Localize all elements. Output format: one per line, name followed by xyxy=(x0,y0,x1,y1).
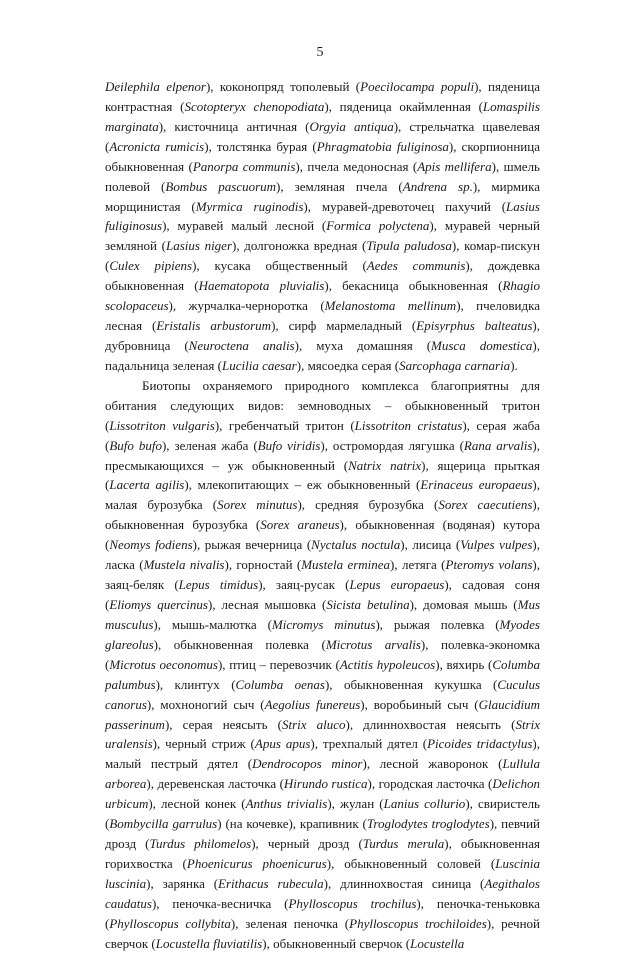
species-latin-name: Sicista betulina xyxy=(326,596,410,612)
species-latin-name: Picoides tridactylus xyxy=(427,736,533,752)
text-run: ), горностай ( xyxy=(224,557,302,573)
paragraph xyxy=(105,376,540,954)
text-run: ), заяц-русак ( xyxy=(258,577,350,593)
text-run: ), обыкновенная кукушка ( xyxy=(324,676,498,692)
text-run: ), стрельчатка щавелевая ( xyxy=(105,118,540,154)
species-latin-name: Lissotriton cristatus xyxy=(354,417,463,433)
text-run: ), пеночка-весничка ( xyxy=(151,895,289,911)
text-run: ), пяденица контрастная ( xyxy=(105,79,540,114)
text-run: ), ласка ( xyxy=(105,537,540,573)
species-latin-name: Cuculus canorus xyxy=(105,676,541,712)
species-latin-name: Lanius collurio xyxy=(383,796,466,812)
text-run: ), обыкновенный сверчок ( xyxy=(262,935,411,951)
species-latin-name: Bombus pascuorum xyxy=(165,178,277,194)
species-latin-name: Phragmatobia fuliginosa xyxy=(316,138,449,154)
text-run: ), лесная мышовка ( xyxy=(207,596,327,612)
species-latin-name: Orgyia antiqua xyxy=(309,118,394,134)
species-latin-name: Locustella fluviatilis xyxy=(155,935,263,951)
species-latin-name: Vulpes vulpes xyxy=(460,537,533,553)
species-latin-name: Nyctalus noctula xyxy=(311,537,401,553)
text-run: ), кусака общественный ( xyxy=(192,258,367,274)
species-latin-name: Bufo bufo xyxy=(109,437,162,453)
text-run: ), долгоножка вредная ( xyxy=(232,238,367,254)
species-latin-name: Lepus europaeus xyxy=(349,577,445,593)
text-run: ), дубровница ( xyxy=(105,318,540,353)
text-run: ), воробьиный сыч ( xyxy=(360,696,479,712)
text-run: ), трехпалый дятел ( xyxy=(310,736,428,752)
text-run: ), остромордая лягушка ( xyxy=(320,437,464,453)
paragraph xyxy=(105,77,540,376)
species-latin-name: Locustella xyxy=(410,935,465,951)
text-run: ), лесной жаворонок ( xyxy=(362,756,503,772)
species-latin-name: Sorex araneus xyxy=(260,517,340,533)
text-run: ), длиннохвостая синица ( xyxy=(323,875,485,891)
species-latin-name: Phylloscopus trochilus xyxy=(288,895,417,911)
species-latin-name: Eristalis arbustorum xyxy=(156,318,272,334)
species-latin-name: Luscinia luscinia xyxy=(105,855,541,891)
species-latin-name: Glaucidium passerinum xyxy=(105,696,541,732)
text-run: ), серая неясыть ( xyxy=(164,716,282,732)
text-run: Биотопы охраняемого природного комплекса благоприятны для обитания следующих видов: земноводных – обыкновенный тритон ( xyxy=(105,377,540,433)
species-latin-name: Myodes glareolus xyxy=(105,616,540,652)
body-text xyxy=(105,77,540,954)
text-run: ), лисица ( xyxy=(400,537,461,553)
species-latin-name: Lepus timidus xyxy=(178,577,259,593)
text-run: ), муравей малый лесной ( xyxy=(162,218,327,234)
species-latin-name: Neomys fodiens xyxy=(109,537,193,553)
text-run: ), падальница зеленая ( xyxy=(105,337,541,373)
text-run: ), гребенчатый тритон ( xyxy=(214,417,355,433)
text-run: ), клинтух ( xyxy=(155,676,236,692)
text-run: ). xyxy=(510,357,518,373)
species-latin-name: Panorpa communis xyxy=(192,158,296,174)
text-run: ), летяга ( xyxy=(390,557,446,573)
text-run: ), городская ласточка ( xyxy=(367,776,493,792)
text-run: ), жулан ( xyxy=(327,796,384,812)
text-run: ), речной сверчок ( xyxy=(105,915,540,951)
species-latin-name: Columba palumbus xyxy=(105,656,540,692)
species-latin-name: Turdus merula xyxy=(362,836,445,852)
species-latin-name: Myrmica ruginodis xyxy=(195,198,304,214)
species-latin-name: Poecilocampa populi xyxy=(360,79,475,94)
species-latin-name: Episyrphus balteatus xyxy=(416,318,533,334)
species-latin-name: Columba oenas xyxy=(235,676,325,692)
species-latin-name: Mustela nivalis xyxy=(143,557,225,573)
text-run: ), лесной конек ( xyxy=(148,796,246,812)
text-run: ), мирмика морщинистая ( xyxy=(105,178,540,214)
species-latin-name: Culex pipiens xyxy=(109,258,193,274)
text-run: ), млекопитающих – еж обыкновенный ( xyxy=(184,477,421,493)
species-latin-name: Pteromys volans xyxy=(445,557,533,573)
species-latin-name: Aegolius funereus xyxy=(264,696,361,712)
text-run: ), бекасница обыкновенная ( xyxy=(324,278,503,294)
species-latin-name: Sorex caecutiens xyxy=(438,497,533,513)
species-latin-name: Musca domestica xyxy=(431,337,533,353)
species-latin-name: Aegithalos caudatus xyxy=(105,875,540,911)
text-run: ), мясоедка серая ( xyxy=(296,357,400,373)
text-run: ), скорпионница обыкновенная ( xyxy=(105,138,540,174)
text-run: ), домовая мышь ( xyxy=(409,596,518,612)
text-run: ), обыкновенная бурозубка ( xyxy=(105,497,541,533)
species-latin-name: Neuroctena analis xyxy=(188,337,295,353)
text-run: ), обыкновенная горихвостка ( xyxy=(105,836,540,871)
species-latin-name: Rana arvalis xyxy=(463,437,533,453)
species-latin-name: Lucilia caesar xyxy=(221,357,297,373)
text-run: ), рыжая вечерница ( xyxy=(192,537,312,553)
text-run: ), ящерица прыткая ( xyxy=(105,457,540,493)
species-latin-name: Hirundo rustica xyxy=(283,776,368,792)
text-run: ), черный стриж ( xyxy=(152,736,255,752)
text-run: ), длиннохвостая неясыть ( xyxy=(345,716,516,732)
text-run: ), шмель полевой ( xyxy=(105,158,540,194)
species-latin-name: Tipula paludosa xyxy=(366,238,452,254)
text-run: ), дождевка обыкновенная ( xyxy=(105,258,540,294)
species-latin-name: Andrena sp. xyxy=(402,178,473,194)
text-run: ), обыкновенный соловей ( xyxy=(326,855,496,871)
species-latin-name: Micromys minutus xyxy=(271,616,376,632)
text-run: ), заяц-беляк ( xyxy=(105,557,540,593)
species-latin-name: Dendrocopos minor xyxy=(252,756,363,772)
text-run: ), черный дрозд ( xyxy=(251,836,363,852)
species-latin-name: Strix aluco xyxy=(281,716,346,732)
species-latin-name: Aedes communis xyxy=(366,258,466,274)
text-run: ), птиц – перевозчик ( xyxy=(217,656,340,672)
text-run: ), пеночка-теньковка ( xyxy=(105,895,540,931)
species-latin-name: Phylloscopus collybita xyxy=(109,915,231,931)
text-run: ), зеленая пеночка ( xyxy=(230,915,350,931)
text-run: ), полевка-экономка ( xyxy=(105,636,540,672)
text-run: ), малая бурозубка ( xyxy=(105,477,541,513)
species-latin-name: Phoenicurus phoenicurus xyxy=(186,855,327,871)
text-run: ), кисточница античная ( xyxy=(158,118,310,134)
species-latin-name: Bufo viridis xyxy=(257,437,321,453)
species-latin-name: Apis mellifera xyxy=(417,158,492,174)
species-latin-name: Delichon urbicum xyxy=(105,776,540,812)
species-latin-name: Rhagio scolopaceus xyxy=(105,278,540,314)
page-number: 5 xyxy=(316,45,324,60)
text-run: ), свиристель ( xyxy=(105,796,540,832)
text-run: ), рыжая полевка ( xyxy=(375,616,500,632)
text-run: ), садовая соня ( xyxy=(105,577,540,612)
text-run: ), обыкновенная полевка ( xyxy=(153,636,326,652)
species-latin-name: Apus apus xyxy=(254,736,311,752)
species-latin-name: Haematopota pluvialis xyxy=(198,278,325,294)
text-run: ), земляная пчела ( xyxy=(276,178,403,194)
text-run: ), обыкновенная (водяная) кутора ( xyxy=(105,517,540,553)
species-latin-name: Scotopteryx chenopodiata xyxy=(184,98,325,114)
text-run: ), муравей черный земляной ( xyxy=(105,218,540,254)
species-latin-name: Troglodytes troglodytes xyxy=(366,816,490,832)
species-latin-name: Erinaceus europaeus xyxy=(420,477,533,493)
species-latin-name: Lasius niger xyxy=(165,238,233,254)
text-run: ), пяденица окаймленная ( xyxy=(324,98,483,114)
species-latin-name: Acronicta rumicis xyxy=(109,138,205,154)
text-run: ), пчеловидка лесная ( xyxy=(105,298,540,334)
species-latin-name: Erithacus rubecula xyxy=(218,875,324,891)
text-run: ), певчий дрозд ( xyxy=(105,816,540,852)
text-run: ), толстянка бурая ( xyxy=(204,138,317,154)
text-run: ), пчела медоносная ( xyxy=(295,158,418,174)
species-latin-name: Lacerta agilis xyxy=(109,477,185,493)
species-latin-name: Lullula arborea xyxy=(105,756,541,792)
text-run: ), муравей-древоточец пахучий ( xyxy=(303,198,507,214)
species-latin-name: Lomaspilis marginata xyxy=(105,98,540,134)
text-run: ), зарянка ( xyxy=(146,875,219,891)
species-latin-name: Phylloscopus trochiloides xyxy=(349,915,487,931)
species-latin-name: Deilephila elpenor xyxy=(105,79,206,94)
text-run: ), серая жаба ( xyxy=(105,417,540,453)
species-latin-name: Eliomys quercinus xyxy=(109,596,208,612)
species-latin-name: Mustela erminea xyxy=(301,557,391,573)
text-run: ), средняя бурозубка ( xyxy=(297,497,439,513)
species-latin-name: Anthus trivialis xyxy=(245,796,328,812)
species-latin-name: Bombycilla garrulus xyxy=(109,816,218,832)
text-run: ), малый пестрый дятел ( xyxy=(105,736,540,772)
species-latin-name: Mus musculus xyxy=(105,596,540,632)
species-latin-name: Actitis hypoleucos xyxy=(339,656,436,672)
species-latin-name: Microtus oeconomus xyxy=(109,656,218,672)
text-run: ) (на кочевке), крапивник ( xyxy=(217,816,367,832)
text-run: ), муха домашняя ( xyxy=(294,337,432,353)
species-latin-name: Natrix natrix xyxy=(348,457,422,473)
text-run: ), мышь-малютка ( xyxy=(153,616,272,632)
text-run: ), деревенская ласточка ( xyxy=(146,776,284,792)
text-run: ), комар-пискун ( xyxy=(105,238,541,274)
text-run: ), коконопряд тополевый ( xyxy=(205,79,361,94)
species-latin-name: Melanostoma mellinum xyxy=(324,298,457,314)
species-latin-name: Formica polyctena xyxy=(326,218,430,234)
species-latin-name: Microtus arvalis xyxy=(325,636,421,652)
text-run: ), сирф мармеладный ( xyxy=(271,318,417,334)
text-run: ), пресмыкающихся – уж обыкновенный ( xyxy=(105,437,540,473)
text-run: ), журчалка-черноротка ( xyxy=(168,298,325,314)
species-latin-name: Strix uralensis xyxy=(105,716,540,752)
species-latin-name: Turdus philomelos xyxy=(149,836,252,852)
text-run: ), вяхирь ( xyxy=(435,656,493,672)
text-run: ), мохноногий сыч ( xyxy=(146,696,265,712)
species-latin-name: Lasius fuliginosus xyxy=(105,198,540,234)
species-latin-name: Lissotriton vulgaris xyxy=(109,417,215,433)
text-run: ), зеленая жаба ( xyxy=(161,437,258,453)
species-latin-name: Sarcophaga carnaria xyxy=(399,357,511,373)
species-latin-name: Sorex minutus xyxy=(217,497,298,513)
